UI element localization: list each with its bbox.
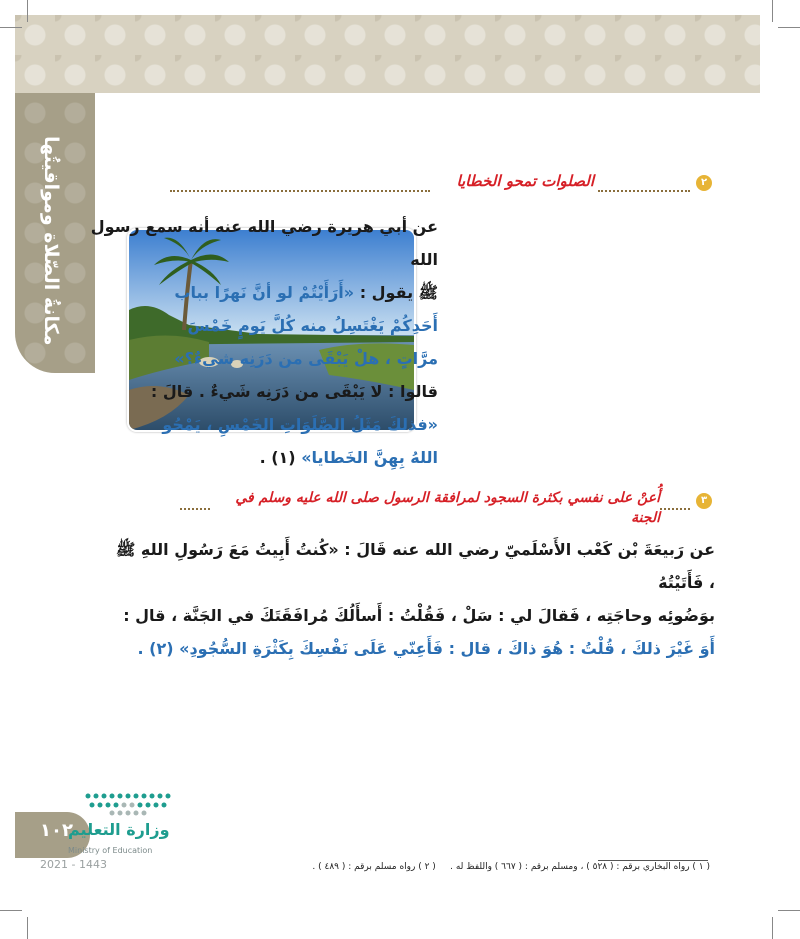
crop-mark xyxy=(772,917,773,939)
section-heading: أُعنْ على نفسي بكثرة السجود لمرافقة الرسول صلى الله عليه وسلم في الجنة xyxy=(235,490,660,526)
ministry-name-en: Ministry of Education xyxy=(68,846,153,855)
text-line xyxy=(58,342,438,375)
crop-mark xyxy=(27,0,28,22)
text-line xyxy=(105,599,715,632)
page-number: ١٠٢ xyxy=(40,820,73,841)
text-line xyxy=(105,533,715,599)
ministry-name-ar: وزارة التعليم xyxy=(68,820,170,839)
section-heading: الصلوات تمحو الخطايا xyxy=(456,172,594,190)
plain-text: عن رَبيعَةَ بْن كَعْب الأَسْلَميّ رضي الله عنه قَالَ : xyxy=(344,540,715,559)
crop-mark xyxy=(0,910,22,911)
edition-year: 2021 - 1443 xyxy=(40,858,107,871)
hadith-quote: أَحَدِكُمْ يَغْتَسِلُ منه كُلَّ يَومٍ خَمْسَ xyxy=(187,316,438,335)
dotted-rule xyxy=(660,508,690,510)
hadith-quote: «فذلكَ مَثَلُ الصَّلَوَاتِ الخَمْسِ ، يَمْحُو xyxy=(162,415,438,434)
dotted-rule xyxy=(598,190,690,192)
ministry-logo-icon xyxy=(82,790,174,816)
top-pattern-band xyxy=(15,15,760,93)
plain-text: بوَضُوئِه وحاجَتِه ، فَقالَ لي : xyxy=(498,606,715,625)
section-number-badge: ٢ xyxy=(696,175,712,191)
text-line xyxy=(58,309,438,342)
text-line xyxy=(105,632,715,665)
text-line xyxy=(58,408,438,441)
text-line xyxy=(58,276,438,309)
hadith-quote: أَوَ غَيْرَ ذلكَ ، قُلْتُ : هُوَ ذاكَ ، قال : فَأَعِنّي عَلَى نَفْسِكَ بِكَثْرَةِ السُّجُودِ» (٢) . xyxy=(137,639,715,658)
footnote-2: ( ٢ ) رواه مسلم برقم : ( ٤٨٩ ) . xyxy=(312,862,436,872)
hadith-text: سَلْ ، فَقُلْتُ : أَسأَلُكَ مُرافَقَتَكَ في الجَنَّة ، قال : xyxy=(123,606,493,625)
plain-text: ﷺ يقول : xyxy=(359,283,438,302)
plain-text: قالوا : لا يَبْقَى من دَرَنِه شَيءٌ . قالَ : xyxy=(150,382,438,401)
text-line xyxy=(58,210,438,276)
hadith-quote: «أَرَأَيْتُمْ لو أنَّ نَهرًا بباب xyxy=(174,283,355,302)
hadith-text: «كُنتُ أَبِيتُ مَعَ رَسُولِ اللهِ ﷺ ، فَأَتَيْتُهُ xyxy=(116,540,715,592)
crop-mark xyxy=(27,917,28,939)
hadith-quote: اللهُ بِهِنَّ الخَطايا» xyxy=(301,448,438,467)
section-number-badge: ٣ xyxy=(696,493,712,509)
chapter-title: مكانةُ الصّلاة ومواقيتُها xyxy=(40,135,62,345)
crop-mark xyxy=(0,27,22,28)
dotted-rule xyxy=(170,190,430,192)
text-line xyxy=(58,375,438,408)
crop-mark xyxy=(772,0,773,22)
section2-text xyxy=(105,533,715,665)
footnote-1: ( ١ ) رواه البخاري برقم : ( ٥٢٨ ) ، ومسلم برقم : ( ٦٦٧ ) واللفظ له . xyxy=(450,862,710,872)
crop-mark xyxy=(778,27,800,28)
crop-mark xyxy=(778,910,800,911)
hadith-quote: مرَّاتٍ ، هلْ يَبْقَى من دَرَنِه شيءٌ؟» xyxy=(174,349,438,368)
footnote-ref: (١) . xyxy=(259,448,296,467)
footnote-separator xyxy=(598,860,708,861)
footnotes xyxy=(312,862,710,872)
plain-text: عن أبي هريرة رضي الله عنه أنه سمع رسول الله xyxy=(90,217,438,269)
section1-text xyxy=(58,210,438,474)
text-line xyxy=(58,441,438,474)
dotted-rule xyxy=(180,508,210,510)
